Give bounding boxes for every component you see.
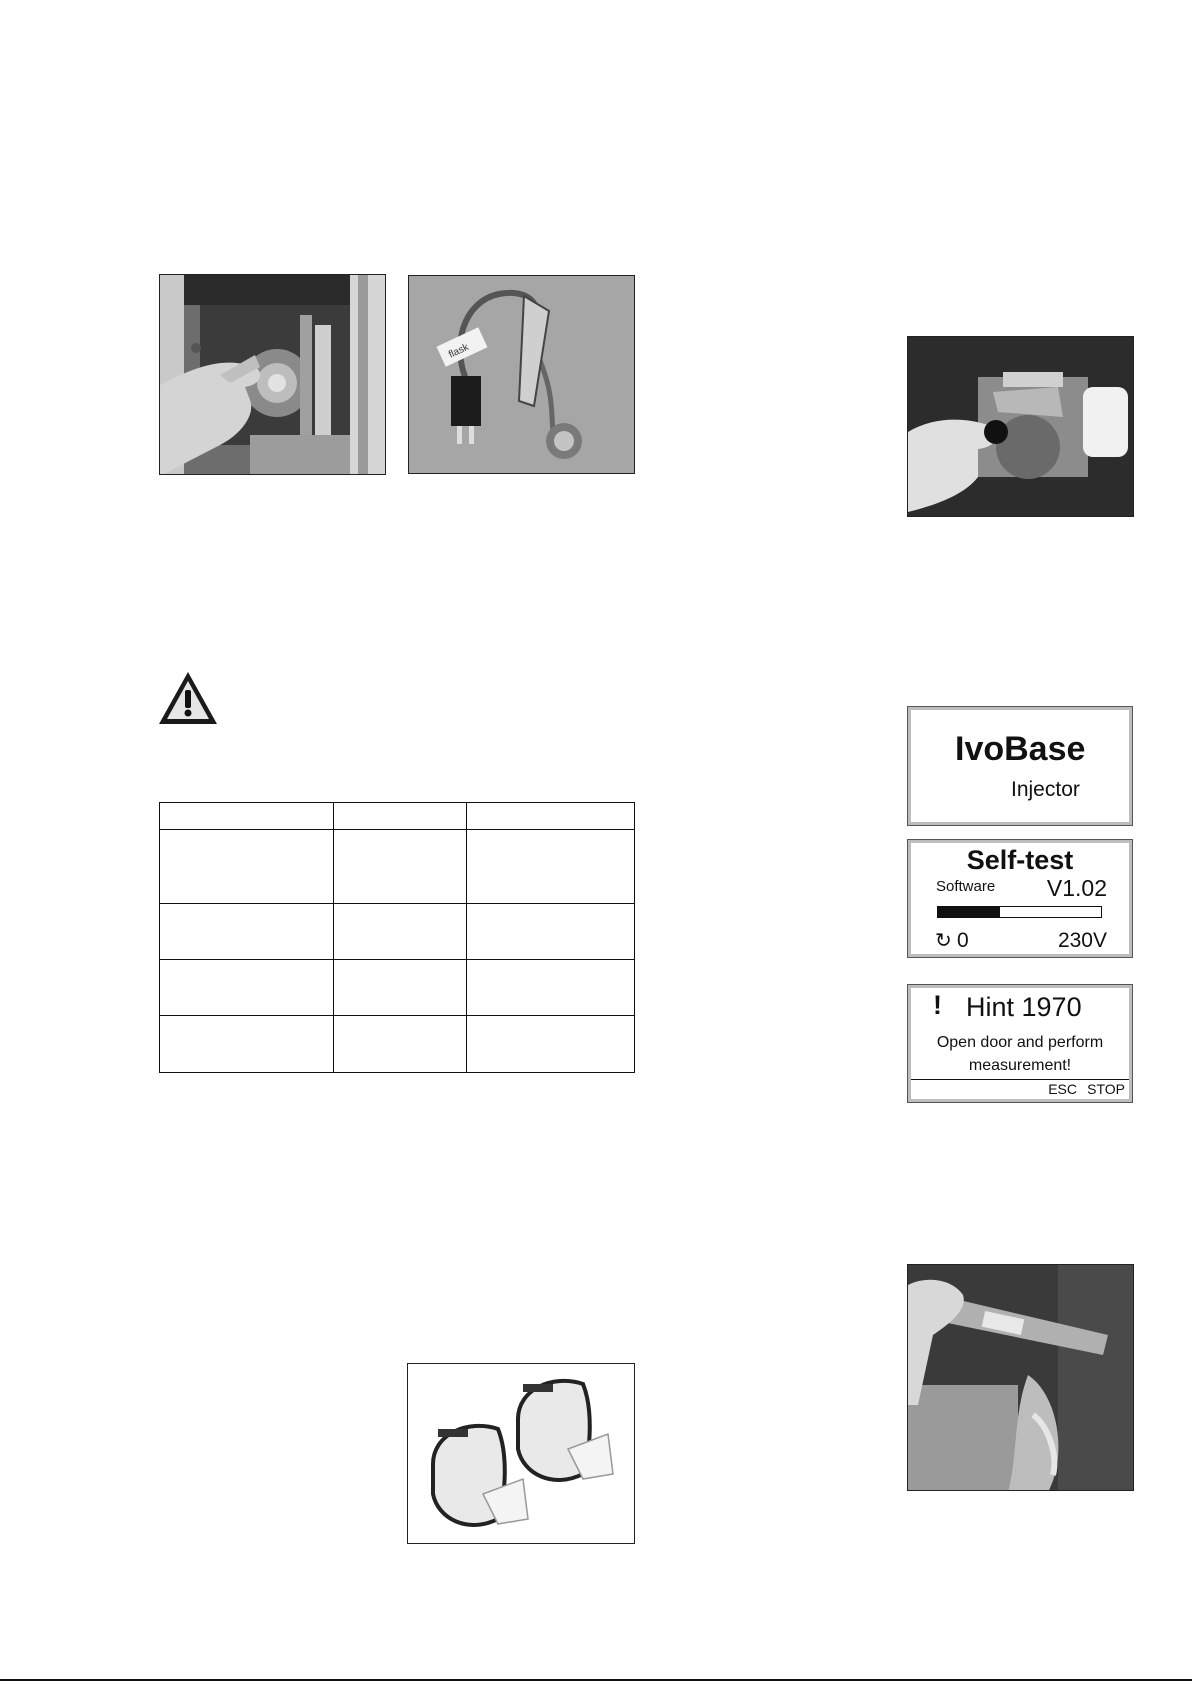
photo-flask-cable bbox=[408, 275, 635, 474]
selftest-progress-bar bbox=[937, 906, 1102, 918]
table-row bbox=[160, 830, 635, 904]
photo-hand-connecting-thermocouple-icon bbox=[160, 275, 386, 475]
photo-hand-measuring-with-pen-thermometer-icon bbox=[908, 1265, 1134, 1491]
photo-rear-connection bbox=[159, 274, 386, 475]
photo-flask-probe bbox=[907, 336, 1134, 517]
spec-table bbox=[159, 802, 635, 1073]
startup-title: IvoBase bbox=[955, 730, 1086, 768]
table-row bbox=[160, 1016, 635, 1073]
table-header-cell bbox=[160, 803, 334, 830]
photo-two-flask-inserts-icon bbox=[408, 1364, 635, 1544]
table-row bbox=[160, 904, 635, 960]
software-label: Software bbox=[936, 878, 996, 895]
display-selftest-screen bbox=[908, 840, 1132, 957]
photo-measurement bbox=[907, 1264, 1134, 1491]
hint-title: Hint 1970 bbox=[966, 992, 1082, 1022]
display-hint-screen bbox=[908, 985, 1132, 1102]
stop-softkey-label: STOP bbox=[1087, 1081, 1125, 1097]
table-cell bbox=[333, 1016, 467, 1073]
table-header-cell bbox=[333, 803, 467, 830]
table-row bbox=[160, 960, 635, 1016]
hint-message-line1: Open door and perform bbox=[936, 1034, 1104, 1051]
table-cell bbox=[467, 830, 635, 904]
table-cell bbox=[160, 960, 334, 1016]
table-cell bbox=[467, 960, 635, 1016]
rotate-icon: ↻ bbox=[935, 930, 952, 952]
voltage: 230V bbox=[1057, 929, 1107, 952]
warning-triangle-icon bbox=[157, 670, 219, 726]
table-cell bbox=[333, 960, 467, 1016]
table-header-row bbox=[160, 803, 635, 830]
hint-exclamation: ! bbox=[933, 990, 942, 1020]
selftest-title: Self-test bbox=[966, 845, 1074, 875]
table-cell bbox=[160, 1016, 334, 1073]
hint-message-line2: measurement! bbox=[968, 1057, 1072, 1074]
page-bottom-rule bbox=[0, 1679, 1192, 1681]
flask-tag-label: flask bbox=[447, 341, 471, 361]
hint-softkey-bar bbox=[911, 1079, 1129, 1099]
table-cell bbox=[160, 904, 334, 960]
table-cell bbox=[333, 830, 467, 904]
esc-softkey-label: ESC bbox=[1048, 1081, 1077, 1097]
photo-hand-holding-flask-probe-icon bbox=[908, 337, 1134, 517]
table-cell bbox=[333, 904, 467, 960]
table-cell bbox=[467, 1016, 635, 1073]
photo-thermocouple-cable-icon bbox=[409, 276, 635, 474]
startup-subtitle: Injector bbox=[1011, 778, 1080, 801]
photo-flask-inserts bbox=[407, 1363, 635, 1544]
display-startup-screen bbox=[908, 707, 1132, 825]
warning bbox=[157, 670, 219, 726]
table-header-cell bbox=[467, 803, 635, 830]
cycle-count: 0 bbox=[957, 929, 969, 952]
software-version: V1.02 bbox=[1046, 875, 1107, 901]
table-cell bbox=[160, 830, 334, 904]
table-cell bbox=[467, 904, 635, 960]
selftest-progress-fill bbox=[938, 907, 1000, 917]
